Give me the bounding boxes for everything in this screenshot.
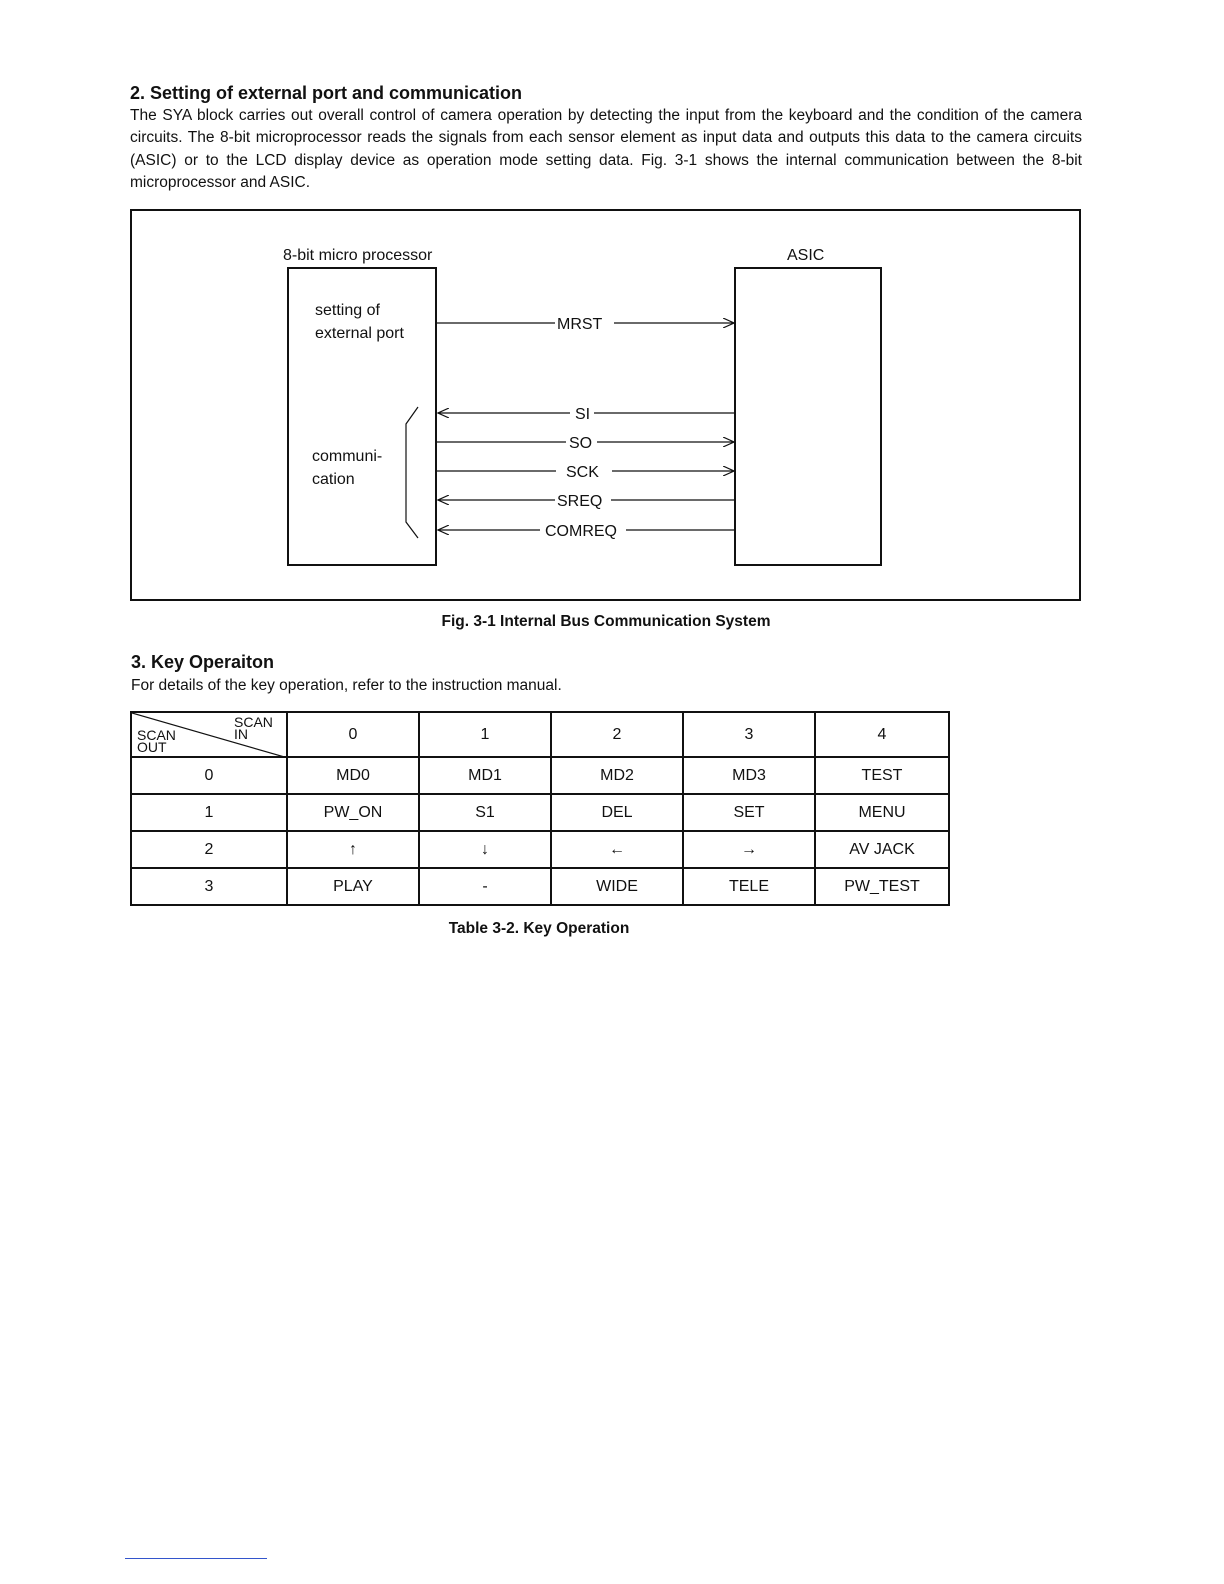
signal-comreq: COMREQ [545, 523, 617, 540]
table-row-header: 2 [131, 831, 287, 868]
table-row [131, 794, 949, 831]
section-2-heading: 2. Setting of external port and communication [130, 83, 523, 103]
table-caption: Table 3-2. Key Operation [448, 920, 630, 937]
scan-in-label: SCAN IN [234, 714, 273, 742]
table-cell: AV JACK [815, 831, 949, 868]
asic-label: ASIC [787, 247, 825, 264]
table-cell: MD0 [287, 757, 419, 794]
table-cell: TEST [815, 757, 949, 794]
scan-out-label: SCAN OUT [137, 727, 176, 755]
table-header-row [131, 712, 949, 757]
table-cell: - [419, 868, 551, 905]
table-column-header: 2 [551, 712, 683, 757]
table-cell: S1 [419, 794, 551, 831]
table-column-header: 4 [815, 712, 949, 757]
signal-mrst: MRST [557, 316, 603, 333]
table-row [131, 757, 949, 794]
table-cell: TELE [683, 868, 815, 905]
table-cell: MD1 [419, 757, 551, 794]
table-row [131, 831, 949, 868]
table-corner-cell [131, 712, 287, 757]
table-cell: MENU [815, 794, 949, 831]
table-row-header: 0 [131, 757, 287, 794]
table-cell: DEL [551, 794, 683, 831]
section-2-body: The SYA block carries out overall control of camera operation by detecting the input from the keyboard and the condition of the camera circuits. The 8-bit microprocessor reads the signals from each sensor element as input data and outputs this data to the camera circuits (ASIC) or to the LCD display device as operation mode setting data. Fig. 3-1 shows the internal communication between the 8-bit microprocessor and ASIC. [130, 107, 1082, 191]
table-cell: PW_ON [287, 794, 419, 831]
signal-so: SO [569, 435, 593, 452]
port-label-line1: setting of [315, 302, 380, 319]
table-row-header: 1 [131, 794, 287, 831]
table-cell: → [683, 831, 815, 868]
table-cell: PW_TEST [815, 868, 949, 905]
table-cell: WIDE [551, 868, 683, 905]
table-cell: ← [551, 831, 683, 868]
table-cell: PLAY [287, 868, 419, 905]
section-3-heading: 3. Key Operaiton [131, 652, 275, 672]
table-column-header: 3 [683, 712, 815, 757]
port-label-line2: external port [315, 325, 404, 342]
footer-rule [125, 1558, 267, 1559]
signal-si: SI [575, 406, 591, 423]
table-cell: SET [683, 794, 815, 831]
figure-caption: Fig. 3-1 Internal Bus Communication System [441, 613, 771, 630]
table-cell: ↓ [419, 831, 551, 868]
key-operation-table [130, 711, 950, 906]
table-column-header: 1 [419, 712, 551, 757]
bus-communication-diagram [0, 0, 1224, 620]
table-cell: MD2 [551, 757, 683, 794]
table-row [131, 868, 949, 905]
micro-processor-label: 8-bit micro processor [283, 247, 433, 264]
signal-sreq: SREQ [557, 493, 603, 510]
table-cell: MD3 [683, 757, 815, 794]
comm-bracket [406, 407, 418, 538]
section-3-body: For details of the key operation, refer to the instruction manual. [131, 677, 562, 694]
figure-frame [131, 210, 1080, 600]
signal-sck: SCK [566, 464, 599, 481]
table-column-header: 0 [287, 712, 419, 757]
comm-label-line2: cation [312, 471, 355, 488]
table-cell: ↑ [287, 831, 419, 868]
asic-box [735, 268, 881, 565]
comm-label-line1: communi- [312, 448, 383, 465]
table-row-header: 3 [131, 868, 287, 905]
